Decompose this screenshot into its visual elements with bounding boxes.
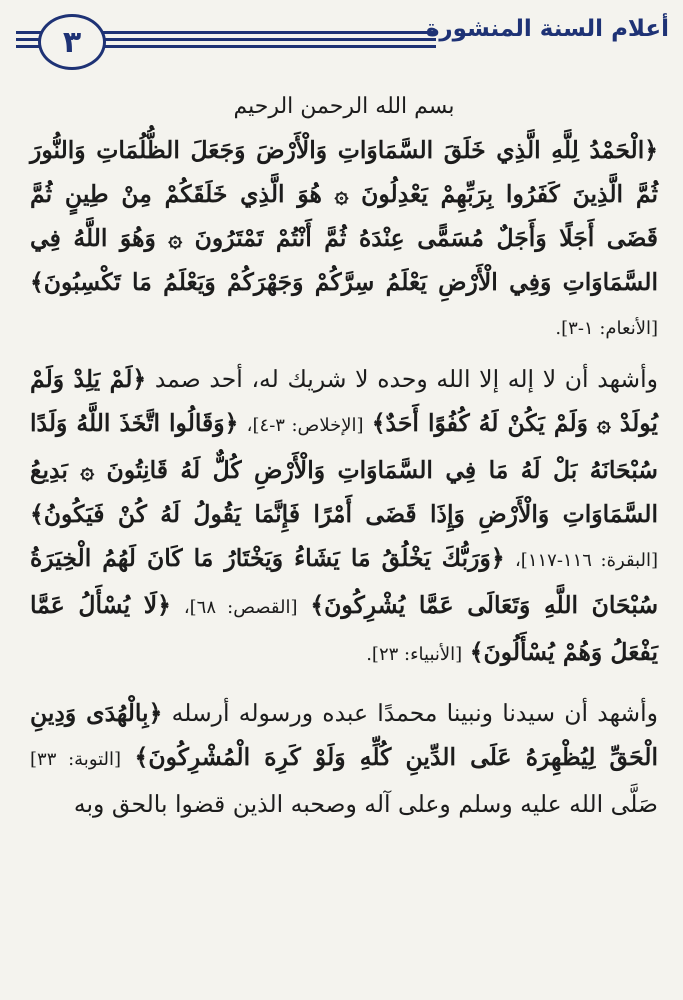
paragraph-text: وأشهد أن لا إله إلا الله وحده لا شريك له، أحد صمد — [154, 365, 658, 393]
page-body — [30, 88, 658, 832]
quran-verse: ﴿لَمْ يَلِدْ وَلَمْ يُولَدْ ۞ وَلَمْ يَكُنْ لَهُ كُفُوًا أَحَدٌ﴾ — [30, 365, 658, 437]
verse-reference: [الأنعام: ١-٣]. — [555, 318, 658, 339]
verse-reference: [التوبة: ٣٣] — [30, 749, 122, 770]
basmala: بسم الله الرحمن الرحيم — [233, 94, 455, 119]
quran-verse: ﴿وَرَبُّكَ يَخْلُقُ مَا يَشَاءُ وَيَخْتَارُ مَا كَانَ لَهُمُ الْخِيَرَةُ سُبْحَانَ اللَّهِ وَتَعَالَى عَمَّا يُشْرِكُونَ﴾ — [30, 544, 659, 619]
paragraph-3 — [30, 691, 658, 826]
paragraph-1 — [30, 128, 658, 351]
quran-verse: ﴿وَقَالُوا اتَّخَذَ اللَّهُ وَلَدًا سُبْحَانَهُ بَلْ لَهُ مَا فِي السَّمَاوَاتِ وَالْأَرْضِ كُلٌّ لَهُ قَانِتُونَ ۞ بَدِيعُ السَّمَاوَاتِ وَالْأَرْضِ وَإِذَا قَضَى أَمْرًا فَإِنَّمَا يَقُولُ لَهُ كُنْ فَيَكُونُ﴾ — [30, 409, 658, 528]
book-title: أعلام السنة المنشورة — [425, 16, 669, 42]
paragraph-text: صَلَّى الله عليه وسلم وعلى آله وصحبه الذين قضوا بالحق وبه — [73, 790, 658, 818]
paragraph-2 — [30, 357, 658, 677]
verse-reference: [القصص: ٦٨]، — [183, 597, 298, 618]
page-header — [0, 0, 683, 80]
verse-reference: [الأنبياء: ٢٣]. — [366, 644, 463, 665]
quran-verse: ﴿بِالْهُدَى وَدِينِ الْحَقِّ لِيُظْهِرَهُ عَلَى الدِّينِ كُلِّهِ وَلَوْ كَرِهَ الْمُشْرِكُونَ﴾ — [30, 699, 658, 771]
quran-verse: ﴿لَا يُسْأَلُ عَمَّا يَفْعَلُ وَهُمْ يُسْأَلُونَ﴾ — [30, 591, 658, 666]
paragraph-text: وأشهد أن سيدنا ونبينا محمدًا عبده ورسوله أرسله — [171, 699, 658, 727]
verse-reference: [البقرة: ١١٦-١١٧]، — [514, 550, 658, 571]
page-number: ٣ — [38, 14, 106, 70]
quran-verse: ﴿الْحَمْدُ لِلَّهِ الَّذِي خَلَقَ السَّمَاوَاتِ وَالْأَرْضَ وَجَعَلَ الظُّلُمَاتِ وَالنُّورَ ثُمَّ الَّذِينَ كَفَرُوا بِرَبِّهِمْ يَعْدِلُونَ ۞ هُوَ الَّذِي خَلَقَكُمْ مِنْ طِينٍ ثُمَّ قَضَى أَجَلًا وَأَجَلٌ مُسَمًّى عِنْدَهُ ثُمَّ أَنْتُمْ تَمْتَرُونَ ۞ وَهُوَ اللَّهُ فِي السَّمَاوَاتِ وَفِي الْأَرْضِ يَعْلَمُ سِرَّكُمْ وَجَهْرَكُمْ وَيَعْلَمُ مَا تَكْسِبُونَ﴾ — [30, 136, 658, 296]
verse-reference: [الإخلاص: ٣-٤]، — [246, 415, 364, 436]
